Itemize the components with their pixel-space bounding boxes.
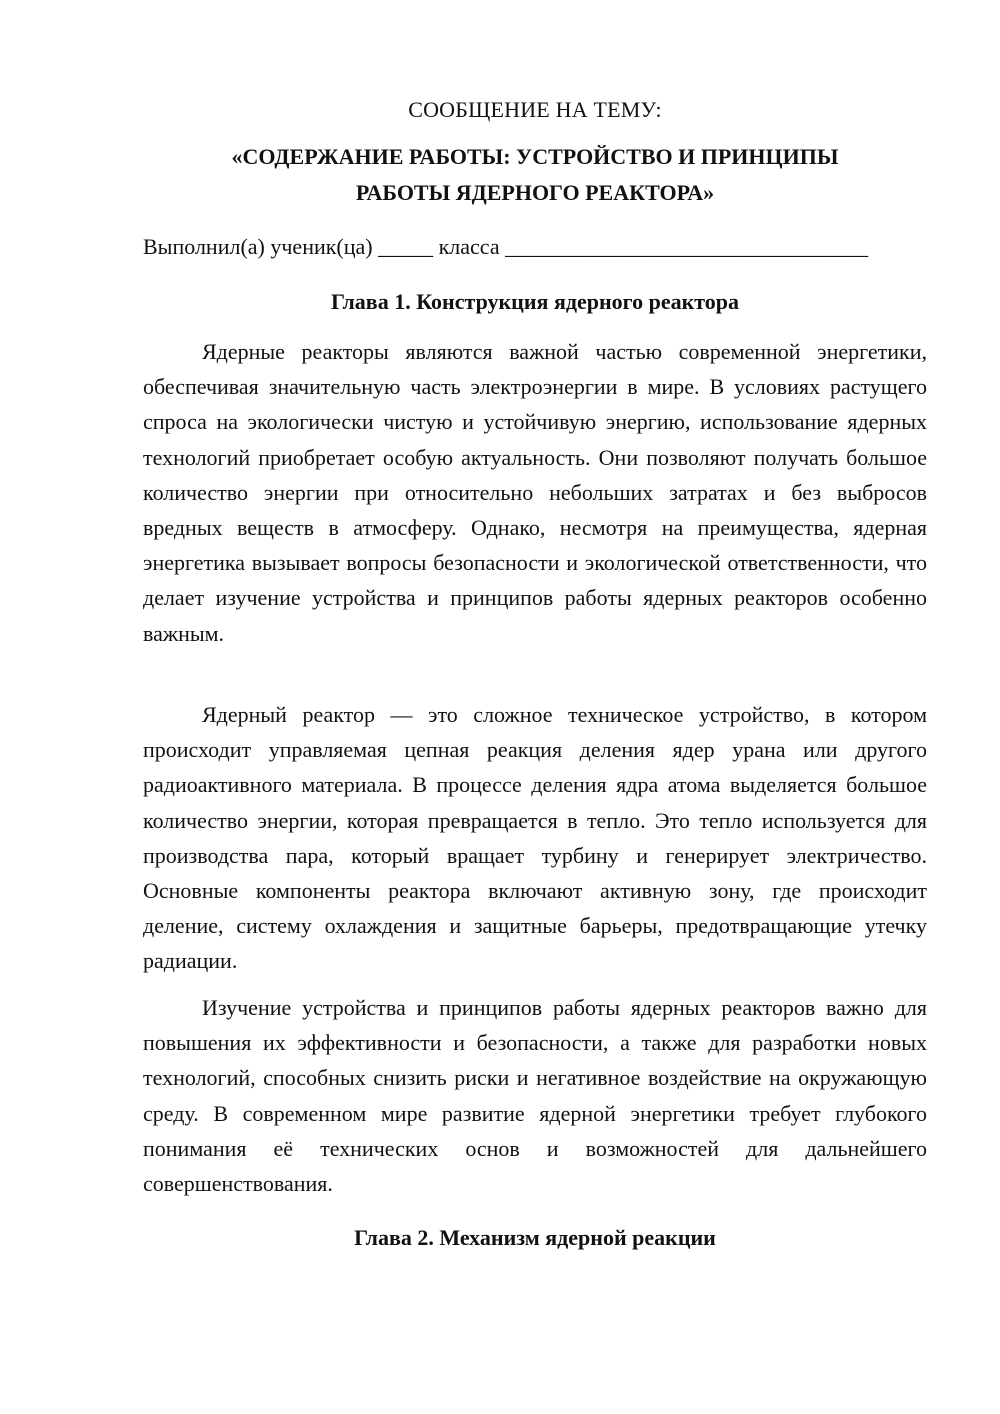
document-header: СООБЩЕНИЕ НА ТЕМУ: <box>408 97 662 122</box>
title-line-2: РАБОТЫ ЯДЕРНОГО РЕАКТОРА» <box>355 180 715 205</box>
document-title <box>143 139 927 211</box>
chapter-2-title: Глава 2. Механизм ядерной реакции <box>354 1225 716 1250</box>
paragraph-1: Ядерные реакторы являются важной частью современной энергетики, обеспечивая значительную часть электроэнергии в мире. В условиях растущего спроса на экологически чистую и устойчивую энергию, использование ядерных технологий приобретает особую актуальность. Они позволяют получать большое количество энергии при относительно небольших затратах и без выбросов вредных веществ в атмосферу. Однако, несмотря на преимущества, ядерная энергетика вызывает вопросы безопасности и экологической ответственности, что делает изучение устройства и принципов работы ядерных реакторов особенно важным. <box>143 339 927 646</box>
paragraph-2: Ядерный реактор — это сложное техническое устройство, в котором происходит управляемая цепная реакция деления ядер урана или другого радиоактивного материала. В процессе деления ядра атома выделяется большое количество энергии, которая превращается в тепло. Это тепло используется для производства пара, который вращает турбину и генерирует электричество. Основные компоненты реактора включают активную зону, где происходит деление, систему охлаждения и защитные барьеры, предотвращающие утечку радиации. <box>143 702 927 974</box>
author-line: Выполнил(а) ученик(ца) _____ класса _________________________________ <box>143 234 869 259</box>
paragraph-3: Изучение устройства и принципов работы ядерных реакторов важно для повышения их эффективности и безопасности, а также для разработки новых технологий, способных снизить риски и негативное воздействие на окружающую среду. В современном мире развитие ядерной энергетики требует глубокого понимания её технических основ и возможностей для дальнейшего совершенствования. <box>143 995 927 1197</box>
chapter-1-title: Глава 1. Конструкция ядерного реактора <box>330 289 740 314</box>
title-line-1: «СОДЕРЖАНИЕ РАБОТЫ: УСТРОЙСТВО И ПРИНЦИПЫ <box>231 144 839 169</box>
